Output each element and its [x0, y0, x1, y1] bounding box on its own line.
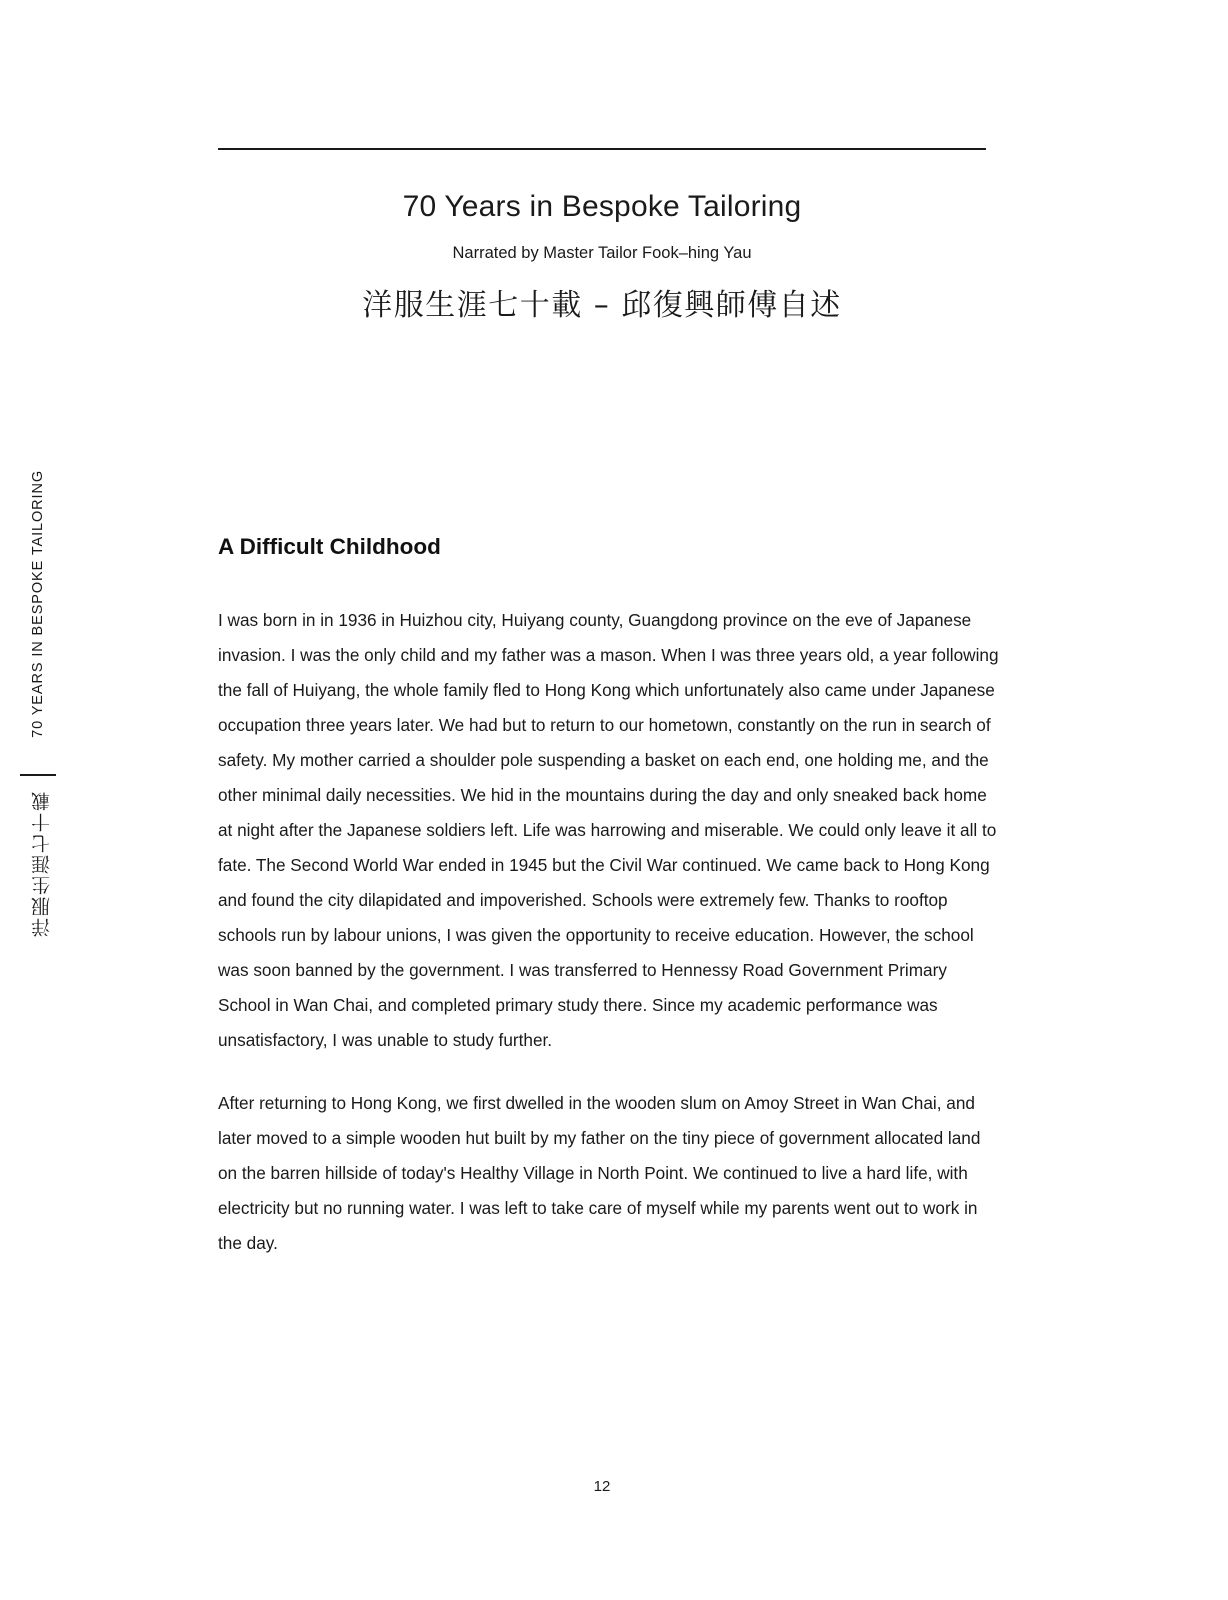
page-number: 12: [593, 1478, 611, 1495]
running-head-english: 70 YEARS IN BESPOKE TAILORING: [30, 470, 46, 738]
section-heading: A Difficult Childhood: [218, 534, 441, 559]
running-head-divider: [20, 774, 56, 776]
page-title-chinese: 洋服生涯七十載 – 邱復興師傅自述: [362, 287, 842, 323]
title-top-rule: [218, 148, 986, 150]
running-head-rail: [0, 0, 120, 1600]
running-head-chinese: 洋服生涯七十載: [31, 790, 53, 937]
page-title: 70 Years in Bespoke Tailoring: [402, 190, 802, 223]
paragraph-2: After returning to Hong Kong, we first dwelled in the wooden slum on Amoy Street in Wan Chai, and later moved to a simple wooden hut built by my father on the tiny piece of government allocated land on the barren hillside of today's Healthy Village in North Point. We continued to live a hard life, with electricity but no running water. I was left to take care of myself while my parents went out to work in the day.: [218, 1093, 981, 1254]
title-block: [218, 188, 986, 325]
page-body: [218, 0, 999, 1600]
page-subtitle: Narrated by Master Tailor Fook–hing Yau: [452, 243, 752, 262]
article-content: [218, 532, 1000, 1261]
paragraph-1: I was born in in 1936 in Huizhou city, Huiyang county, Guangdong province on the eve of Japanese invasion. I was the only child and my father was a mason. When I was three years old, a year following the fall of Huiyang, the whole family fled to Hong Kong which unfortunately also came under Japanese occupation three years later. We had but to return to our hometown, constantly on the run in search of safety. My mother carried a shoulder pole suspending a basket on each end, one holding me, and the other minimal daily necessities. We hid in the mountains during the day and only sneaked back home at night after the Japanese soldiers left. Life was harrowing and miserable. We could only leave it all to fate. The Second World War ended in 1945 but the Civil War continued. We came back to Hong Kong and found the city dilapidated and impoverished. Schools were extremely few. Thanks to rooftop schools run by labour unions, I was given the opportunity to receive education. However, the school was soon banned by the government. I was transferred to Hennessy Road Government Primary School in Wan Chai, and completed primary study there. Since my academic performance was unsatisfactory, I was unable to study further.: [218, 610, 999, 1051]
